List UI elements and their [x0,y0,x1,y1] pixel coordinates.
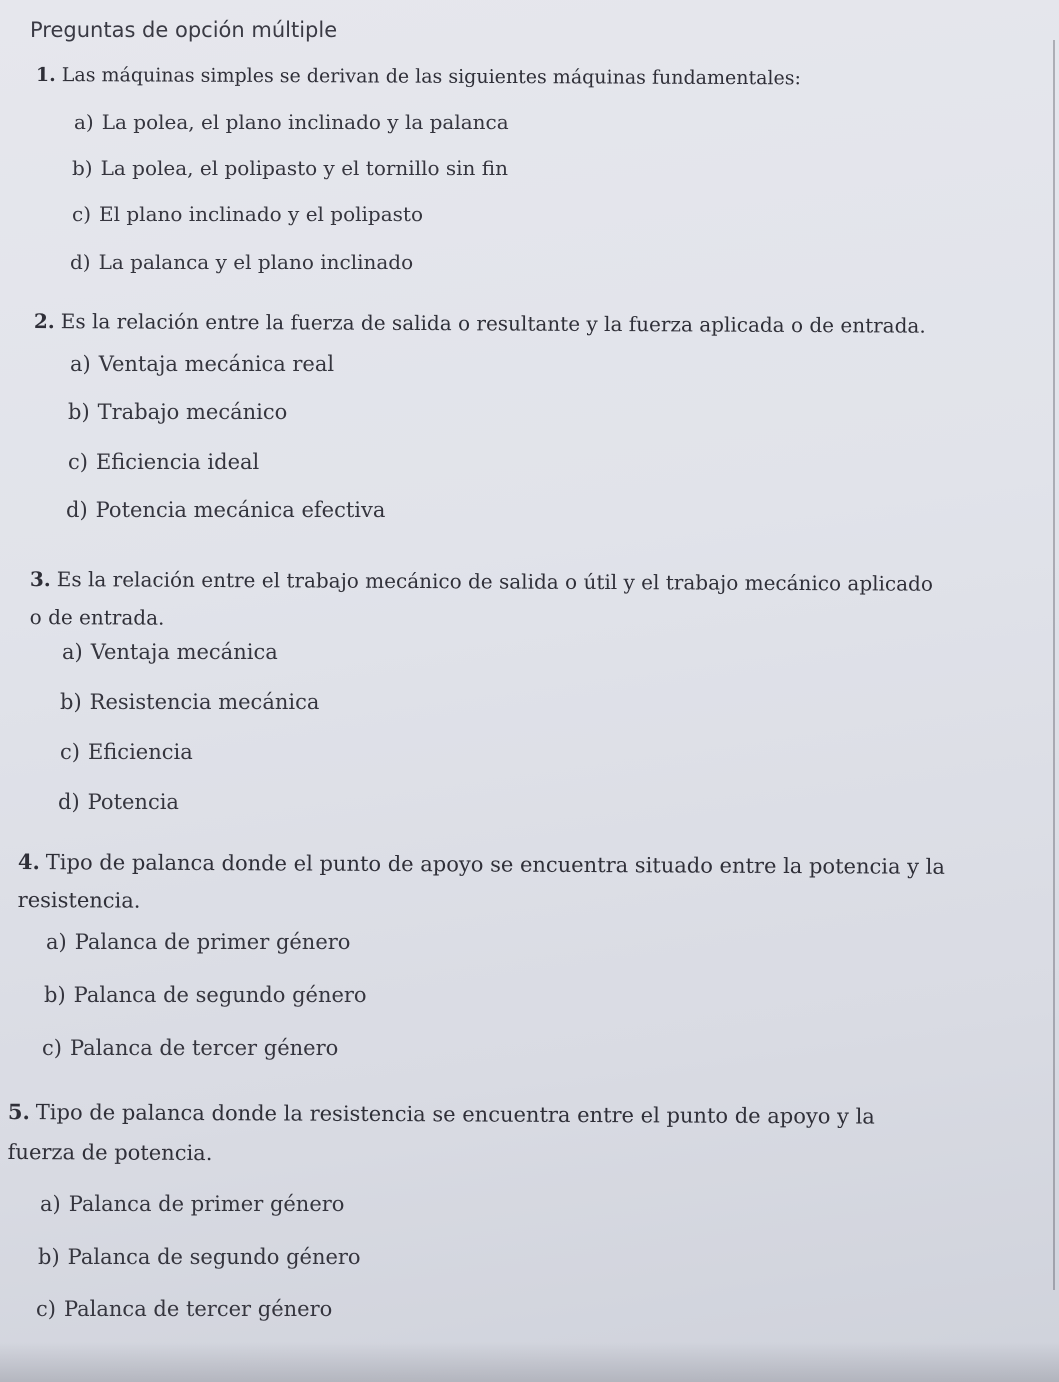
question-number: 2. [33,308,55,334]
option-text: Palanca de primer género [74,930,351,954]
option-letter: d) [70,250,91,274]
option-text: Palanca de segundo género [73,983,367,1007]
option-4c [42,1036,338,1060]
question-text: Es la relación entre la fuerza de salida o resultante y la fuerza aplicada o de entrada. [60,309,926,338]
option-text: Eficiencia ideal [95,450,260,474]
option-text: El plano inclinado y el polipasto [99,202,423,226]
option-letter: a) [74,110,94,134]
option-text: Potencia [87,790,179,814]
option-letter: c) [42,1036,62,1060]
option-letter: b) [44,983,66,1007]
option-text: Ventaja mecánica [90,640,278,664]
question-number: 4. [17,848,40,875]
question-number: 5. [7,1098,30,1125]
question-text: Es la relación entre el trabajo mecánico de salida o útil y el trabajo mecánico aplicado o de entrada. [29,567,933,630]
option-text: Palanca de segundo género [67,1245,361,1269]
option-letter: b) [60,690,82,714]
option-letter: b) [38,1245,60,1269]
option-letter: a) [46,930,67,954]
option-letter: b) [72,156,93,180]
option-letter: c) [72,202,92,226]
question-number: 3. [29,566,51,592]
option-text: La palanca y el plano inclinado [98,250,414,274]
option-text: Palanca de primer género [68,1192,345,1216]
option-4a [46,930,350,954]
option-letter: d) [58,790,80,814]
option-letter: a) [70,352,91,376]
option-1b [72,156,508,180]
option-text: Palanca de tercer género [63,1297,333,1321]
option-1d [70,250,413,274]
option-3b [60,690,319,714]
option-text: Ventaja mecánica real [98,352,335,376]
option-5b [38,1245,361,1269]
option-5a [40,1192,344,1216]
question-3 [30,560,950,641]
option-letter: c) [36,1297,56,1321]
question-5 [8,1092,948,1177]
option-text: Potencia mecánica efectiva [95,498,386,522]
option-text: La polea, el plano inclinado y la palanca [101,110,509,134]
question-2 [34,304,954,343]
option-letter: a) [62,640,83,664]
option-text: Palanca de tercer género [69,1036,339,1060]
option-text: Eficiencia [87,740,193,764]
question-text: Tipo de palanca donde el punto de apoyo se encuentra situado entre la potencia y la resistencia. [17,850,946,913]
option-4b [44,983,367,1007]
question-4 [18,843,948,924]
question-1 [36,58,936,96]
option-1c [72,202,423,226]
section-title: Preguntas de opción múltiple [30,18,338,42]
option-text: La polea, el polipasto y el tornillo sin fin [100,156,509,180]
option-2b [68,400,287,424]
option-letter: d) [66,498,88,522]
option-letter: c) [60,740,80,764]
page-edge-line [1053,40,1055,1290]
option-text: Trabajo mecánico [97,400,288,424]
page-bottom-shadow [0,1342,1059,1382]
option-2c [68,450,259,474]
option-2d [66,498,385,522]
question-number: 1. [35,63,56,87]
option-3c [60,740,193,764]
option-2a [70,352,334,376]
question-text: Las máquinas simples se derivan de las siguientes máquinas fundamentales: [61,64,801,90]
option-text: Resistencia mecánica [89,690,320,714]
option-letter: b) [68,400,90,424]
question-text: Tipo de palanca donde la resistencia se encuentra entre el punto de apoyo y la fuerza de potencia. [7,1100,875,1166]
option-letter: a) [40,1192,61,1216]
option-3a [62,640,278,664]
option-letter: c) [68,450,88,474]
option-3d [58,790,179,814]
option-1a [74,110,509,134]
option-5c [36,1297,332,1321]
